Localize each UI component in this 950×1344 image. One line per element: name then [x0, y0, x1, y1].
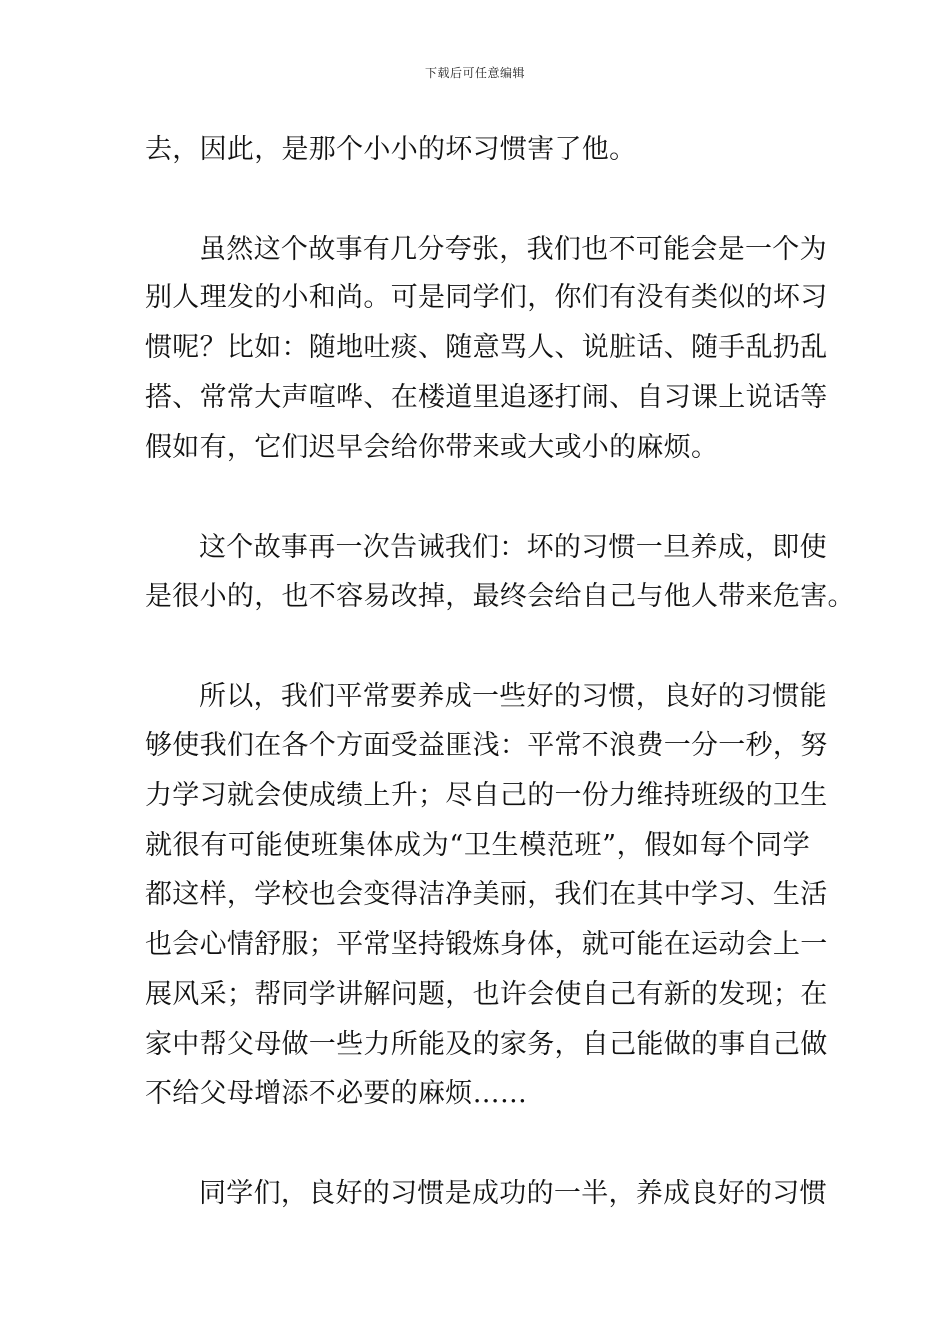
text-line: 家中帮父母做一些力所能及的家务，自己能做的事自己做 — [145, 1029, 828, 1060]
text-line: 搭、常常大声喧哗、在楼道里追逐打闹、自习课上说话等 — [145, 382, 828, 413]
paragraph-first-line: 这个故事再一次告诫我们：坏的习惯一旦养成，即使 — [199, 532, 827, 563]
text-line: 力学习就会使成绩上升；尽自己的一份力维持班级的卫生 — [145, 780, 828, 811]
text-line: 够使我们在各个方面受益匪浅：平常不浪费一分一秒，努 — [145, 730, 828, 761]
text-line: 展风采；帮同学讲解问题，也许会使自己有新的发现；在 — [145, 979, 828, 1010]
text-line: 都这样，学校也会变得洁净美丽，我们在其中学习、生活 — [145, 879, 828, 910]
text-line: 假如有，它们迟早会给你带来或大或小的麻烦。 — [145, 432, 719, 463]
paragraph-first-line: 同学们，良好的习惯是成功的一半，养成良好的习惯 — [199, 1178, 827, 1209]
text-line: 惯呢？比如：随地吐痰、随意骂人、说脏话、随手乱扔乱 — [145, 332, 828, 363]
text-line: 别人理发的小和尚。可是同学们，你们有没有类似的坏习 — [145, 282, 828, 313]
text-line: 是很小的，也不容易改掉，最终会给自己与他人带来危害。 — [145, 581, 855, 612]
text-line: 就很有可能使班集体成为“卫生模范班”，假如每个同学 — [145, 830, 810, 861]
page-header: 下载后可任意编辑 — [424, 66, 525, 80]
text-line: 去，因此，是那个小小的坏习惯害了他。 — [145, 134, 637, 165]
paragraph-first-line: 所以，我们平常要养成一些好的习惯，良好的习惯能 — [199, 681, 827, 712]
text-line: 也会心情舒服；平常坚持锻炼身体，就可能在运动会上一 — [145, 929, 828, 960]
paragraph-first-line: 虽然这个故事有几分夸张，我们也不可能会是一个为 — [199, 234, 827, 265]
text-line: 不给父母增添不必要的麻烦…… — [145, 1078, 528, 1109]
